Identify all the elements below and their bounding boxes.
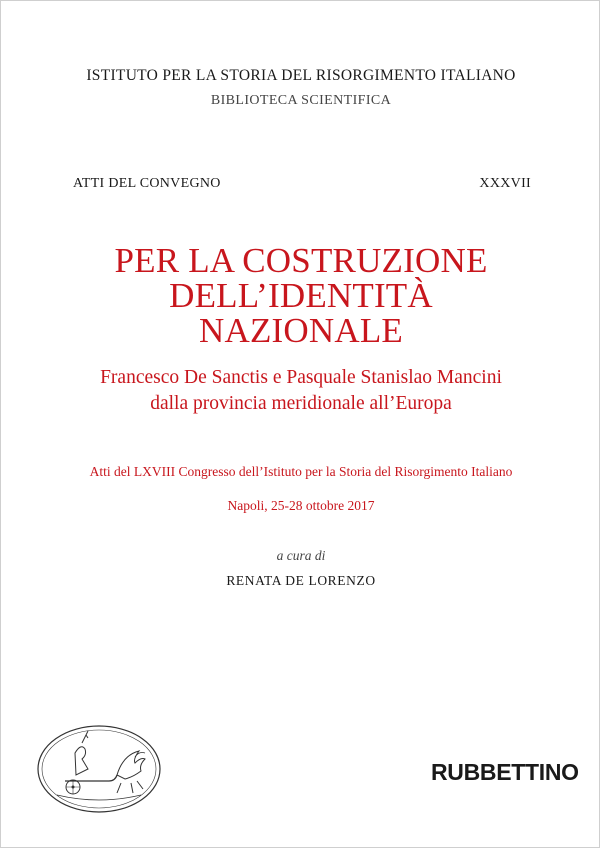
subtitle-line: dalla provincia meridionale all’Europa [150,393,452,414]
book-subtitle [1,365,600,417]
seal-emblem-icon [35,723,163,815]
library-name: BIBLIOTECA SCIENTIFICA [210,93,392,108]
series-name: ATTI DEL CONVEGNO [73,176,221,191]
book-title [1,243,600,348]
conference-place-date: Napoli, 25-28 ottobre 2017 [227,498,375,513]
editor-name: RENATA DE LORENZO [226,573,376,588]
title-line: PER LA COSTRUZIONE [114,241,488,280]
title-line: DELL’IDENTITÀ [169,276,433,315]
title-line: NAZIONALE [199,311,403,350]
series-volume: XXXVII [479,176,531,191]
institute-name: ISTITUTO PER LA STORIA DEL RISORGIMENTO ITALIANO [86,67,516,84]
subtitle-line: Francesco De Sanctis e Pasquale Stanislao Mancini [100,367,502,388]
publisher-logo: RUBBETTINO [431,759,579,785]
editor-prefix: a cura di [276,548,326,563]
conference-proceedings: Atti del LXVIII Congresso dell’Istituto per la Storia del Risorgimento Italiano [89,464,513,479]
